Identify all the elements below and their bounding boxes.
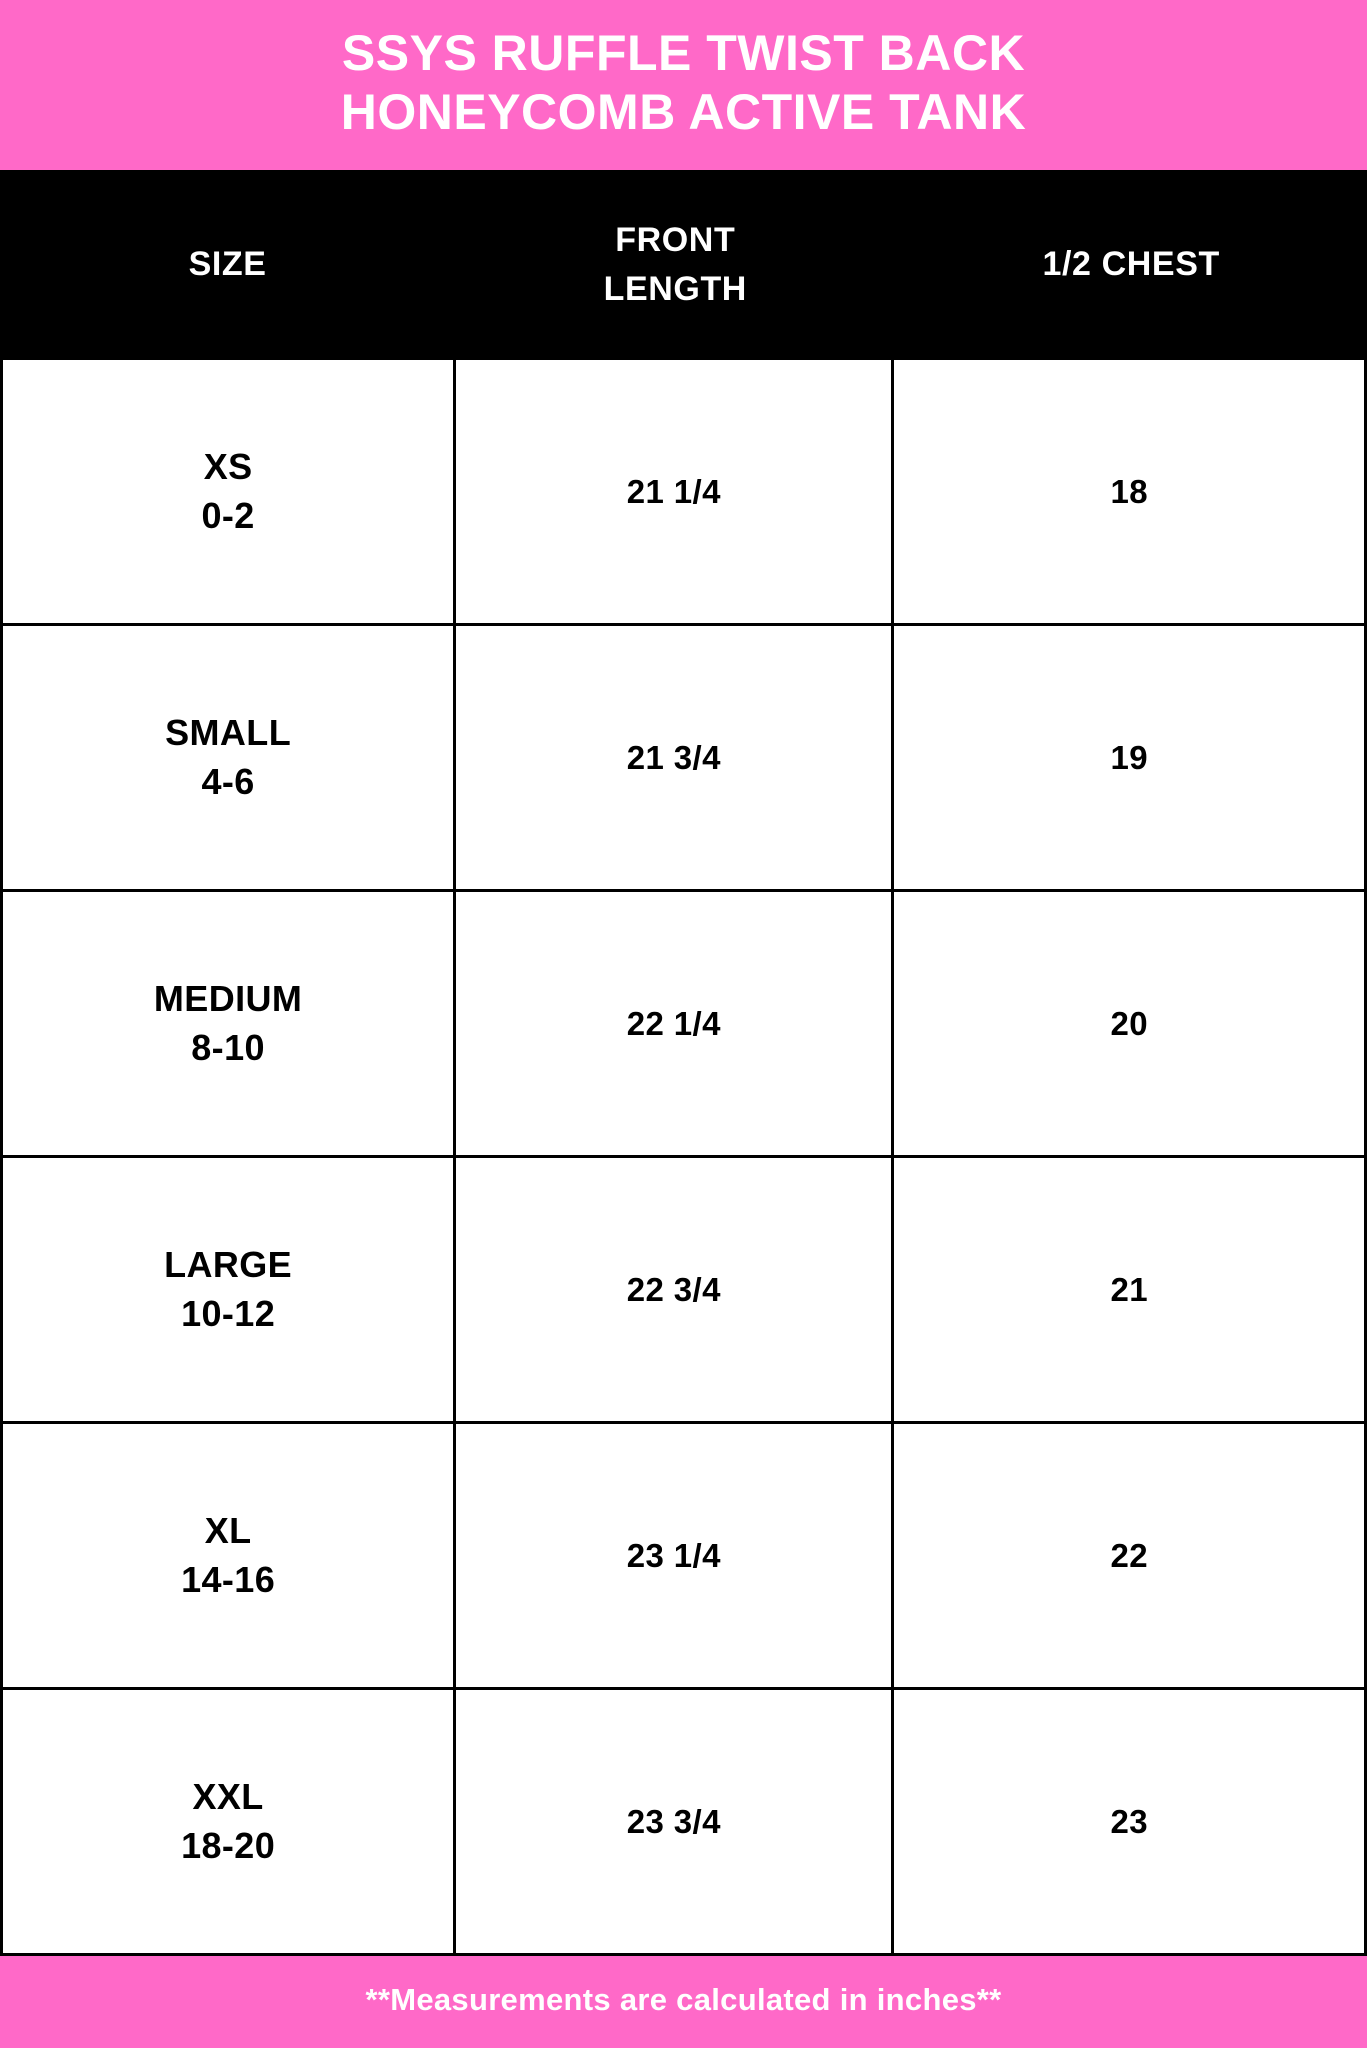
table-row [3, 892, 1364, 1158]
column-header-front-length-line-2: LENGTH [603, 270, 747, 308]
cell-size [3, 626, 456, 889]
table-row [3, 626, 1364, 892]
size-range: 14-16 [181, 1558, 276, 1600]
title-banner [0, 0, 1367, 170]
size-range: 4-6 [201, 760, 255, 802]
cell-front-length: 23 3/4 [456, 1690, 894, 1953]
size-name: XS [203, 445, 253, 487]
column-header-half-chest-label: 1/2 CHEST [1042, 245, 1220, 284]
column-header-size [0, 170, 455, 360]
cell-size [3, 360, 456, 623]
cell-half-chest: 22 [1110, 1536, 1148, 1574]
cell-half-chest: 21 [1110, 1270, 1148, 1308]
cell-front-length: 22 3/4 [456, 1158, 894, 1421]
footer-note: **Measurements are calculated in inches** [0, 1956, 1367, 2048]
page-title-line-2: HONEYCOMB ACTIVE TANK [340, 84, 1027, 140]
cell-front-length: 21 1/4 [456, 360, 894, 623]
column-header-front-length [455, 170, 895, 360]
table-header-row [0, 170, 1367, 360]
table-body [0, 360, 1367, 1956]
cell-front-length: 23 1/4 [456, 1424, 894, 1687]
size-range: 10-12 [181, 1292, 276, 1334]
size-name: XL [204, 1509, 252, 1551]
size-range: 8-10 [191, 1026, 265, 1068]
size-name: SMALL [165, 711, 292, 753]
size-name: LARGE [164, 1243, 293, 1285]
cell-half-chest: 20 [1110, 1004, 1148, 1042]
cell-half-chest: 18 [1110, 472, 1148, 510]
column-header-size-label: SIZE [188, 245, 267, 284]
page-title-line-1: SSYS RUFFLE TWIST BACK [341, 25, 1026, 81]
table-row [3, 1424, 1364, 1690]
size-name: MEDIUM [153, 977, 303, 1019]
cell-size [3, 1424, 456, 1687]
cell-half-chest: 19 [1110, 738, 1148, 776]
cell-size [3, 1158, 456, 1421]
cell-size [3, 1690, 456, 1953]
size-range: 0-2 [201, 494, 255, 536]
column-header-front-length-line-1: FRONT [615, 220, 736, 259]
size-range: 18-20 [181, 1824, 276, 1866]
table-row [3, 360, 1364, 626]
cell-half-chest: 23 [1110, 1802, 1148, 1840]
table-row [3, 1158, 1364, 1424]
size-name: XXL [192, 1775, 264, 1817]
cell-front-length: 22 1/4 [456, 892, 894, 1155]
column-header-half-chest [895, 170, 1367, 360]
cell-front-length: 21 3/4 [456, 626, 894, 889]
table-row [3, 1690, 1364, 1953]
cell-size [3, 892, 456, 1155]
